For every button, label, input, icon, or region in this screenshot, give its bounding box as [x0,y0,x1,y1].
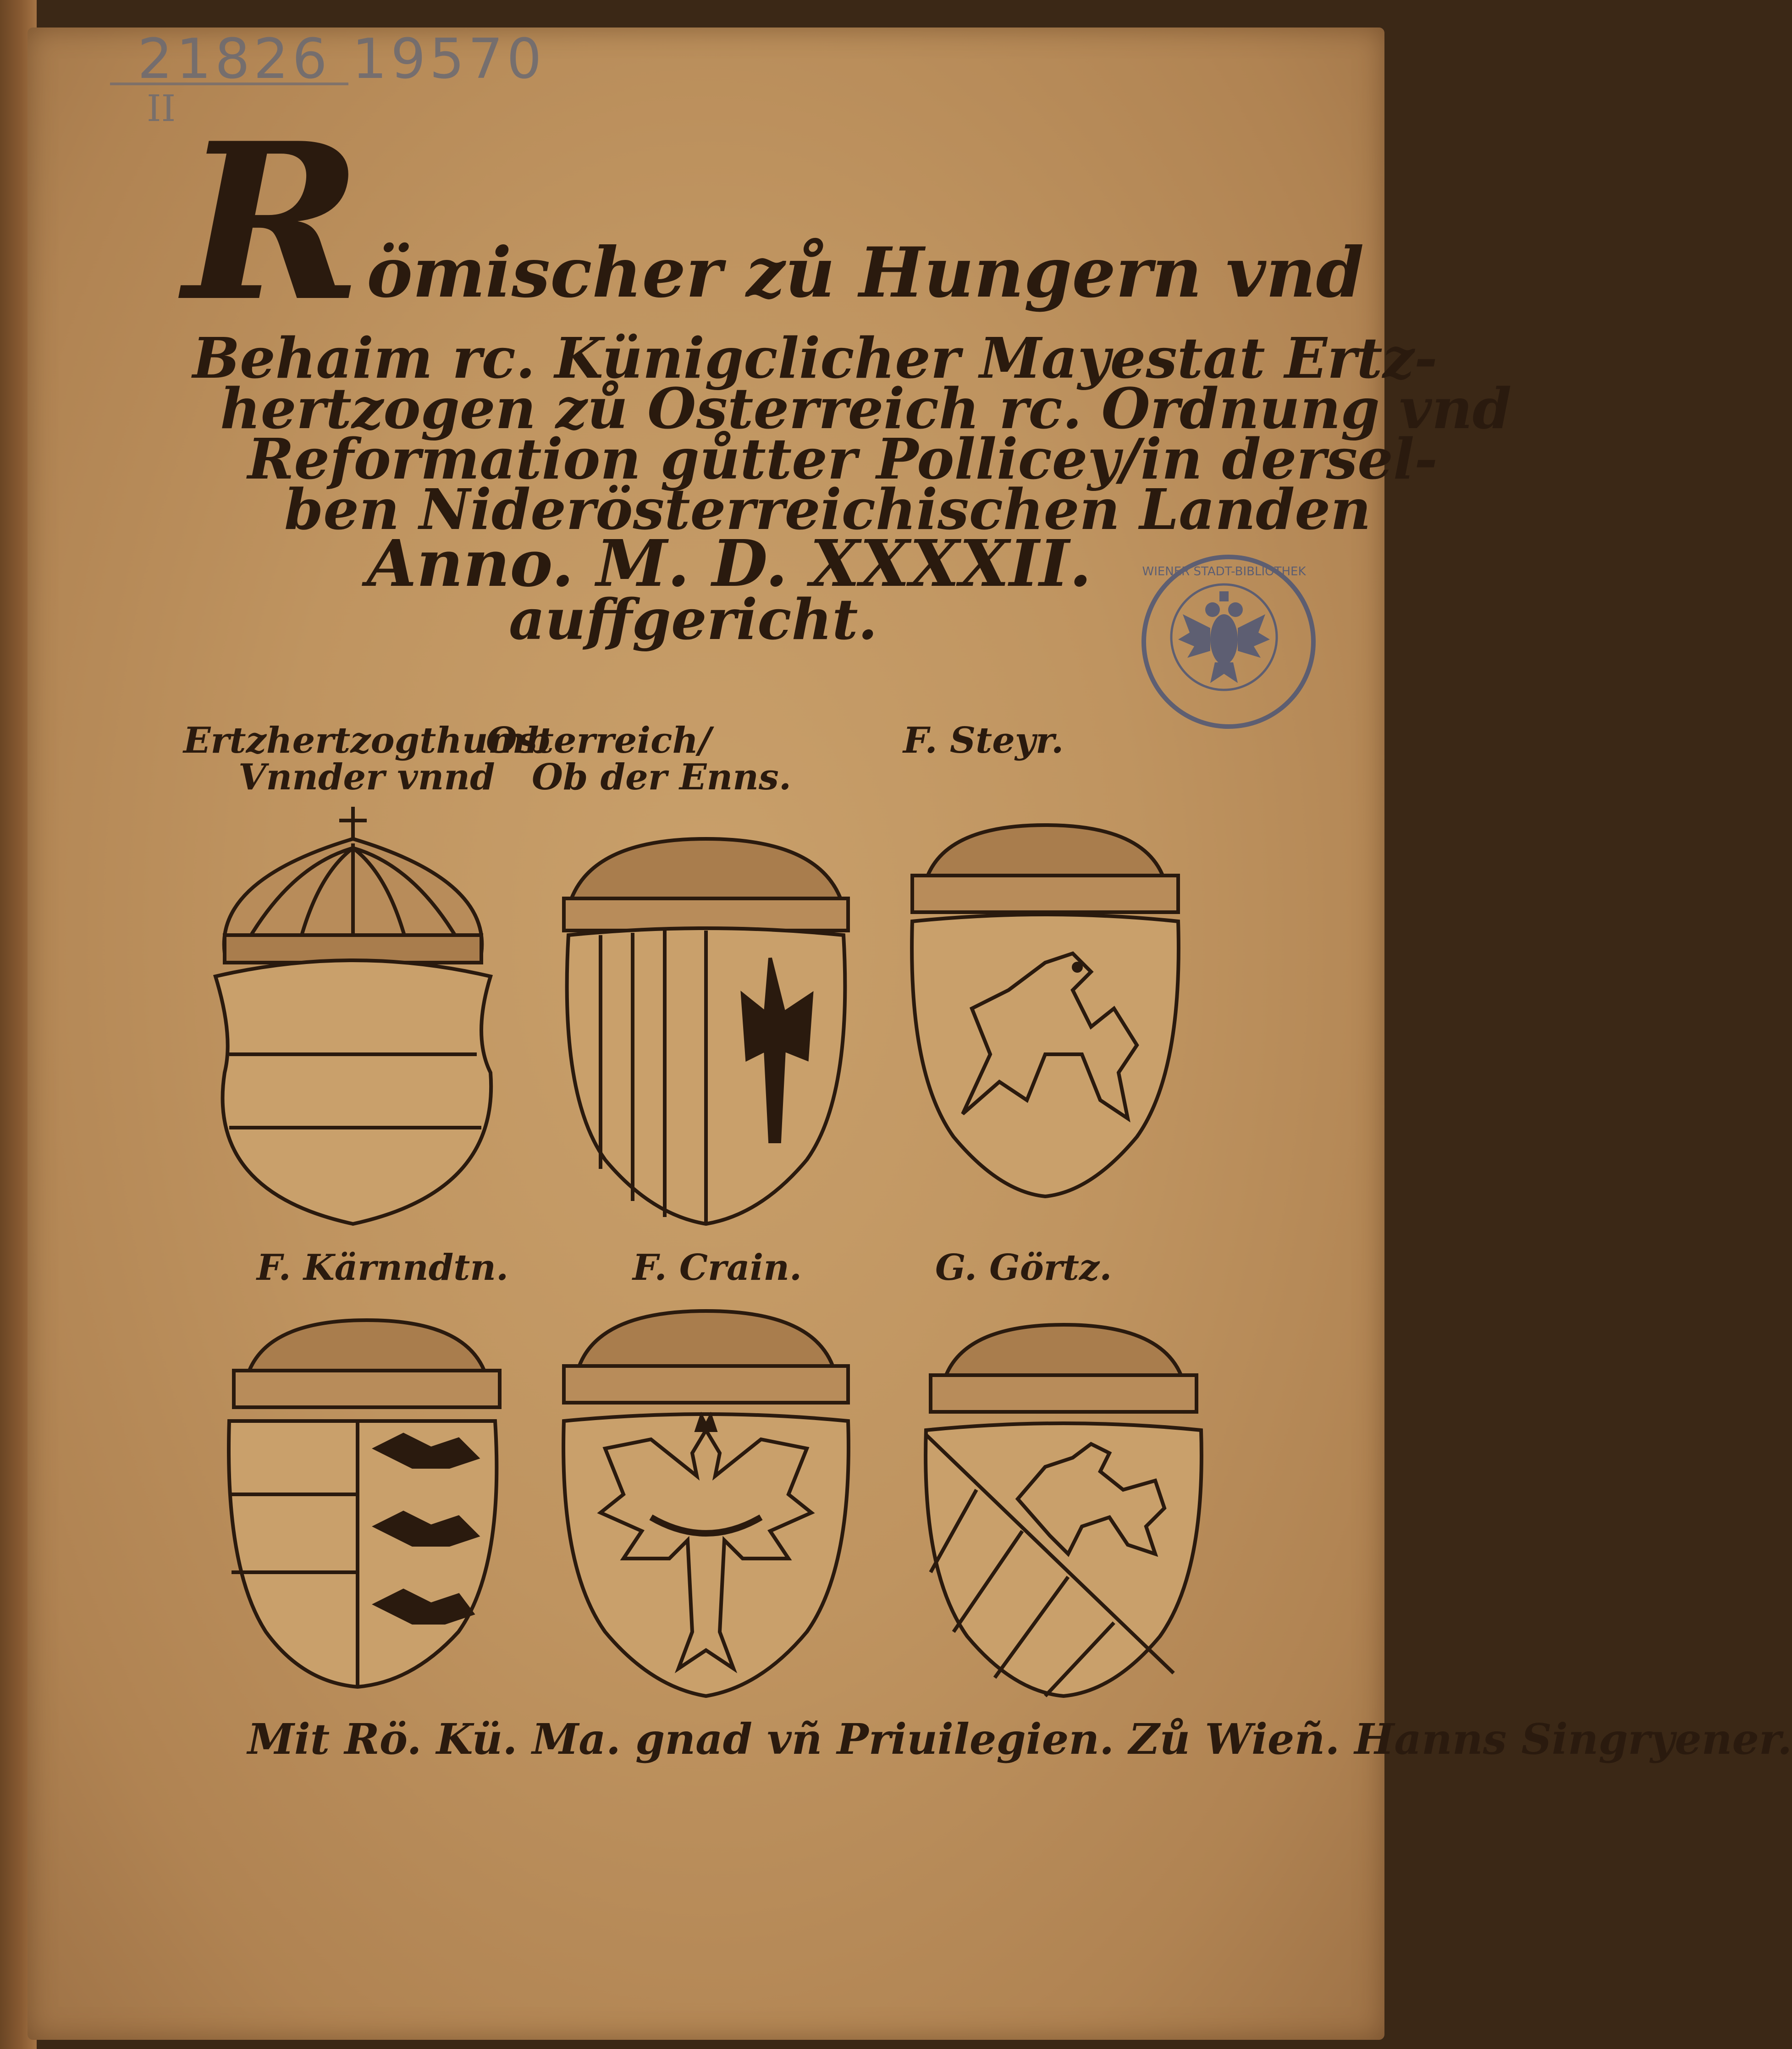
title-line-1: ömischer zů Hungern vnd [367,232,1364,313]
coa-label-5: F. Crain. [633,1247,802,1289]
library-stamp [1141,555,1316,729]
title-line-3: hertzogen zů Osterreich rc. Ordnung vnd [220,375,1512,441]
coat-of-arms-lower-austria [197,798,509,1238]
coa-label-3: F. Steyr. [903,720,1064,761]
printer-imprint: Mit Rö. Kü. Ma. gnad vñ Priuilegien. Zů Wieñ. Hanns Singryener. [248,1714,1792,1764]
coat-of-arms-carniola [550,1302,862,1705]
coa-label-1-line2: Vnnder vnnd [238,756,495,798]
title-line-6: Anno. M. D. XXXXII. [367,526,1092,601]
title-line-5: ben Niderösterreichischen Landen [284,476,1371,542]
double-eagle-stamp-icon [1142,559,1306,715]
coa-label-2-line2: Ob der Enns. [532,756,791,798]
shelf-mark-sub: II [147,87,176,130]
decorated-initial: R [183,96,363,349]
shelf-mark-underline [110,83,348,85]
title-line-7: auffgericht. [509,586,878,652]
coat-of-arms-gorizia [917,1316,1210,1710]
coat-of-arms-carinthia [220,1311,513,1696]
stamp-text: WIENER STADT-BIBLIOTHEK [1142,565,1306,578]
coa-label-4: F. Kärnndtn. [257,1247,509,1289]
coat-of-arms-styria [899,816,1192,1210]
coa-label-1-line1: Ertzhertzogthumb [183,720,551,761]
coa-label-6: G. Görtz. [935,1247,1112,1289]
coat-of-arms-upper-austria [550,821,862,1233]
title-line-4: Reformation gůtter Pollicey/in dersel- [248,426,1438,492]
shelf-mark: 21826 19570 [138,28,546,91]
coa-label-2-line1: Osterreich/ [486,720,711,761]
title-line-2: Behaim rc. Künigclicher Mayestat Ertz- [193,325,1438,391]
